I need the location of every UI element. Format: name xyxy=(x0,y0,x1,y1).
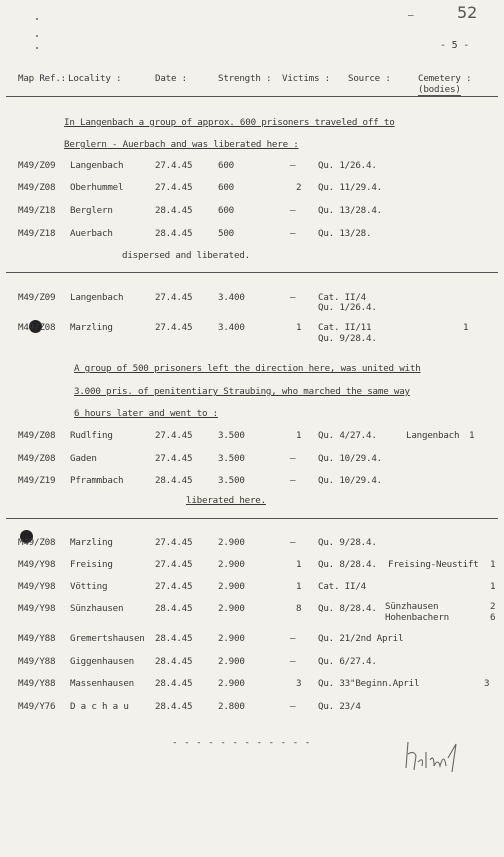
cell-victims: — xyxy=(290,292,296,303)
col-source: Source : xyxy=(348,73,391,84)
cell-strength: 3.500 xyxy=(218,453,245,464)
cell-map-ref: M49/Y88 xyxy=(18,678,56,689)
cell-date: 28.4.45 xyxy=(155,603,193,614)
cell-cemetery-count: 1 xyxy=(490,581,496,592)
cell-locality: Auerbach xyxy=(70,228,113,239)
cell-source-2: Qu. 1/26.4. xyxy=(318,302,377,313)
cell-map-ref: M49/Z08 xyxy=(18,537,56,548)
cell-locality: Langenbach xyxy=(70,160,124,171)
cell-strength: 2.900 xyxy=(218,603,245,614)
cell-map-ref: M49/Z18 xyxy=(18,205,56,216)
cell-date: 27.4.45 xyxy=(155,537,193,548)
cell-date: 27.4.45 xyxy=(155,559,193,570)
cell-locality: Massenhausen xyxy=(70,678,134,689)
cell-source: Cat. II/4 xyxy=(318,581,366,592)
cell-victims: 1 xyxy=(296,559,302,570)
cell-map-ref: M49/Y88 xyxy=(18,656,56,667)
col-locality: Locality : xyxy=(68,73,122,84)
cell-date: 27.4.45 xyxy=(155,322,193,333)
margin-dot xyxy=(36,18,38,20)
cell-date: 28.4.45 xyxy=(155,228,193,239)
cell-cemetery-name: Freising-Neustift xyxy=(388,559,479,570)
col-bodies: (bodies) xyxy=(418,84,461,95)
cell-victims: 1 xyxy=(296,581,302,592)
cell-date: 28.4.45 xyxy=(155,656,193,667)
cell-locality: Langenbach xyxy=(70,292,124,303)
divider xyxy=(6,96,498,97)
cell-locality: Giggenhausen xyxy=(70,656,134,667)
cell-cemetery-count: 1 xyxy=(469,430,475,441)
divider xyxy=(6,272,498,273)
cell-source: Qu. 10/29.4. xyxy=(318,475,382,486)
section2-intro-line3: 6 hours later and went to : xyxy=(74,408,218,419)
cell-date: 27.4.45 xyxy=(155,581,193,592)
page-number: 52 xyxy=(457,3,478,22)
cell-strength: 3.400 xyxy=(218,292,245,303)
cell-source-2: Qu. 9/28.4. xyxy=(318,333,377,344)
section2-intro-line2: 3.000 pris. of penitentiary Straubing, who marched the same way xyxy=(74,386,410,397)
cell-strength: 3.500 xyxy=(218,430,245,441)
cell-source: Qu. 9/28.4. xyxy=(318,537,377,548)
cell-strength: 2.900 xyxy=(218,559,245,570)
cell-locality: Freising xyxy=(70,559,113,570)
col-strength: Strength : xyxy=(218,73,272,84)
cell-strength: 3.500 xyxy=(218,475,245,486)
cell-cemetery-count-2: 6 xyxy=(490,612,496,623)
cell-victims: — xyxy=(290,475,296,486)
cell-victims: — xyxy=(290,701,296,712)
section1-intro-line1: In Langenbach a group of approx. 600 prisoners traveled off to xyxy=(64,117,395,128)
divider xyxy=(6,518,498,519)
cell-map-ref: M49/Y76 xyxy=(18,701,56,712)
cell-date: 28.4.45 xyxy=(155,678,193,689)
cell-victims: 8 xyxy=(296,603,302,614)
cell-date: 27.4.45 xyxy=(155,160,193,171)
cell-strength: 600 xyxy=(218,160,234,171)
section1-outro: dispersed and liberated. xyxy=(122,250,250,261)
signature-text: Helmut xyxy=(400,780,404,781)
cell-source: Qu. 13/28.4. xyxy=(318,205,382,216)
cell-locality: Rudlfing xyxy=(70,430,113,441)
cell-victims: 3 xyxy=(296,678,302,689)
cell-strength: 2.900 xyxy=(218,633,245,644)
cell-locality: Berglern xyxy=(70,205,113,216)
cell-victims: — xyxy=(290,205,296,216)
col-cemetery: Cemetery : xyxy=(418,73,472,84)
cell-map-ref: M49/Z08 xyxy=(18,453,56,464)
cell-source: Qu. 10/29.4. xyxy=(318,453,382,464)
cell-source: Qu. 33"Beginn.April xyxy=(318,678,420,689)
cell-date: 27.4.45 xyxy=(155,182,193,193)
cell-source: Qu. 8/28.4. xyxy=(318,603,377,614)
cell-victims: — xyxy=(290,633,296,644)
cell-map-ref: M49/Z08 xyxy=(18,322,56,333)
col-map-ref: Map Ref.: xyxy=(18,73,66,84)
cell-locality: Oberhummel xyxy=(70,182,124,193)
cell-source: Cat. II/4 xyxy=(318,292,366,303)
signature-drawing xyxy=(400,732,480,782)
section2-outro: liberated here. xyxy=(186,495,266,506)
cell-source: Qu. 4/27.4. xyxy=(318,430,377,441)
cell-strength: 2.800 xyxy=(218,701,245,712)
cell-cemetery-count: 2 xyxy=(490,601,496,612)
section2-intro-line1: A group of 500 prisoners left the direction here, was united with xyxy=(74,363,421,374)
cell-map-ref: M49/Z08 xyxy=(18,182,56,193)
cell-strength: 2.900 xyxy=(218,581,245,592)
cell-victims: 1 xyxy=(296,322,302,333)
cell-locality: D a c h a u xyxy=(70,701,129,712)
cell-source: Qu. 8/28.4. xyxy=(318,559,377,570)
cell-strength: 2.900 xyxy=(218,678,245,689)
cell-locality: Marzling xyxy=(70,537,113,548)
cell-map-ref: M49/Y88 xyxy=(18,633,56,644)
cell-map-ref: M49/Y98 xyxy=(18,559,56,570)
margin-dot xyxy=(36,47,38,49)
cell-source: Qu. 23/4 xyxy=(318,701,361,712)
cell-cemetery-count: 3 xyxy=(484,678,490,689)
cell-map-ref: M49/Z19 xyxy=(18,475,56,486)
end-dashes: - - - - - - - - - - - - xyxy=(172,737,311,748)
cell-date: 28.4.45 xyxy=(155,633,193,644)
signature xyxy=(400,732,480,782)
header-dash: – xyxy=(408,10,414,21)
cell-date: 28.4.45 xyxy=(155,205,193,216)
cell-cemetery-count: 1 xyxy=(490,559,496,570)
margin-dot xyxy=(36,35,38,37)
cell-date: 28.4.45 xyxy=(155,701,193,712)
cell-victims: 1 xyxy=(296,430,302,441)
cell-source: Qu. 1/26.4. xyxy=(318,160,377,171)
cell-strength: 500 xyxy=(218,228,234,239)
cell-victims: — xyxy=(290,537,296,548)
cell-map-ref: M49/Z09 xyxy=(18,292,56,303)
cell-locality: Gremertshausen xyxy=(70,633,145,644)
section1-intro-line2: Berglern - Auerbach and was liberated here : xyxy=(64,139,299,150)
cell-victims: — xyxy=(290,453,296,464)
cell-source: Qu. 11/29.4. xyxy=(318,182,382,193)
cell-strength: 2.900 xyxy=(218,537,245,548)
col-victims: Victims : xyxy=(282,73,330,84)
cell-date: 27.4.45 xyxy=(155,430,193,441)
cell-strength: 600 xyxy=(218,205,234,216)
page-subnumber: - 5 - xyxy=(440,40,470,51)
cell-map-ref: M49/Y98 xyxy=(18,581,56,592)
cell-strength: 600 xyxy=(218,182,234,193)
cell-victims: 2 xyxy=(296,182,302,193)
cell-cemetery-count: 1 xyxy=(463,322,469,333)
cell-locality: Pframmbach xyxy=(70,475,124,486)
cell-source: Qu. 21/2nd April xyxy=(318,633,404,644)
cell-map-ref: M49/Z08 xyxy=(18,430,56,441)
cell-locality: Gaden xyxy=(70,453,97,464)
cell-source: Cat. II/11 xyxy=(318,322,372,333)
cell-strength: 2.900 xyxy=(218,656,245,667)
cell-victims: — xyxy=(290,656,296,667)
cell-locality: Marzling xyxy=(70,322,113,333)
cell-victims: — xyxy=(290,228,296,239)
cell-cemetery-name: Sünzhausen xyxy=(385,601,439,612)
cell-map-ref: M49/Y98 xyxy=(18,603,56,614)
cell-strength: 3.400 xyxy=(218,322,245,333)
col-date: Date : xyxy=(155,73,187,84)
cell-cemetery-name-2: Hohenbachern xyxy=(385,612,449,623)
cell-map-ref: M49/Z09 xyxy=(18,160,56,171)
cell-victims: — xyxy=(290,160,296,171)
cell-source: Qu. 13/28. xyxy=(318,228,372,239)
cell-source: Qu. 6/27.4. xyxy=(318,656,377,667)
cell-date: 28.4.45 xyxy=(155,475,193,486)
cell-map-ref: M49/Z18 xyxy=(18,228,56,239)
cell-locality: Vötting xyxy=(70,581,108,592)
cell-locality: Sünzhausen xyxy=(70,603,124,614)
cell-date: 27.4.45 xyxy=(155,292,193,303)
cell-date: 27.4.45 xyxy=(155,453,193,464)
cell-cemetery-name: Langenbach xyxy=(406,430,460,441)
